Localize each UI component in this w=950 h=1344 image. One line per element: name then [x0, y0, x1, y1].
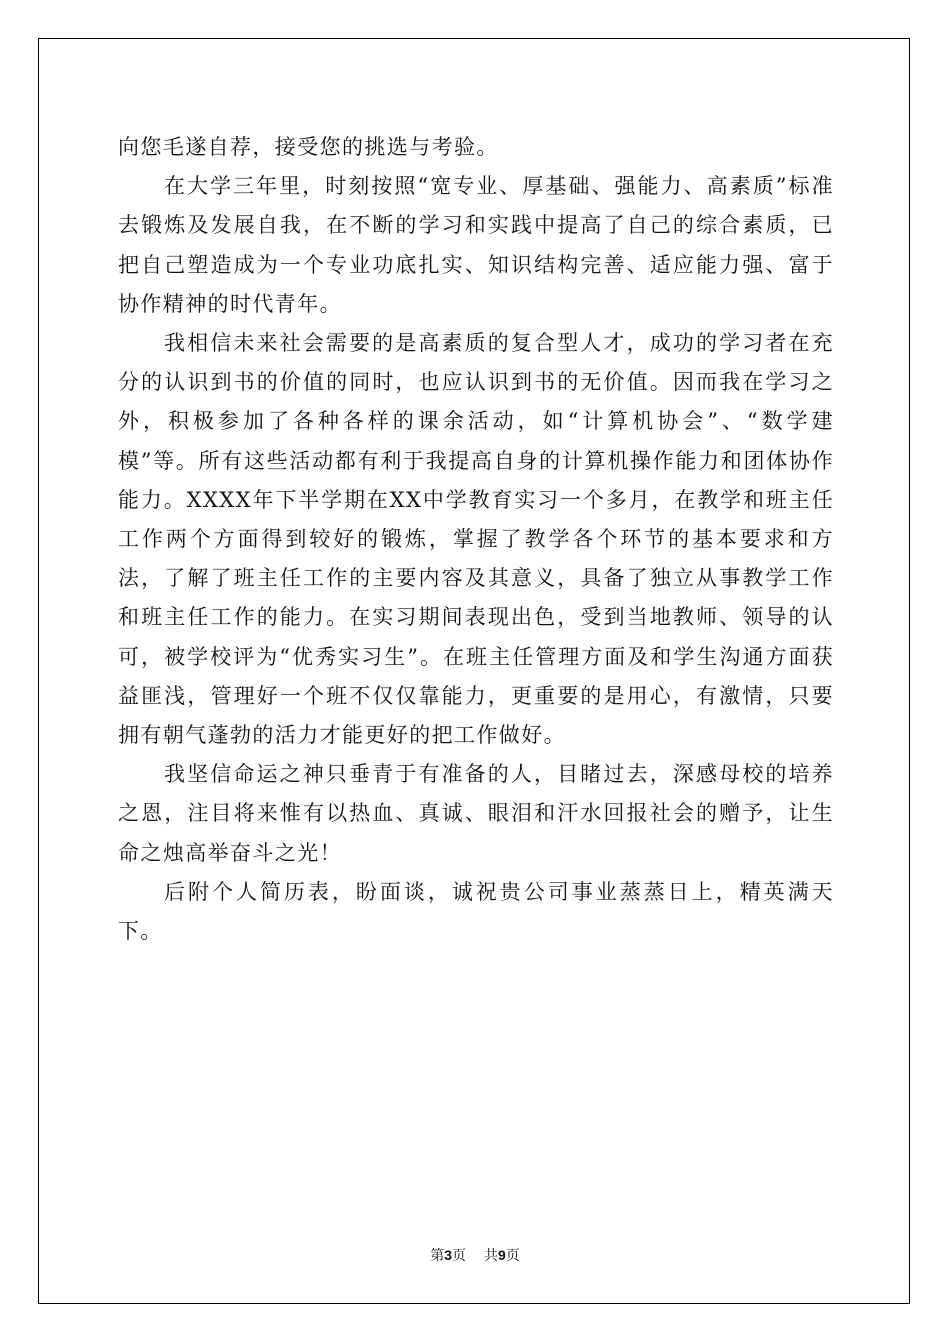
- paragraph-3: 我相信未来社会需要的是高素质的复合型人才，成功的学习者在充分的认识到书的价值的同时，也应认识到书的无价值。因而我在学习之外，积极参加了各种各样的课余活动，如“计算机协会”、“数学建模”等。所有这些活动都有利于我提高自身的计算机操作能力和团体协作能力。XXXX年下半学期在XX中学教育实习一个多月，在教学和班主任工作两个方面得到较好的锻炼，掌握了教学各个环节的基本要求和方法，了解了班主任工作的主要内容及其意义，具备了独立从事教学工作和班主任工作的能力。在实习期间表现出色，受到当地教师、领导的认可，被学校评为“优秀实习生”。在班主任管理方面及和学生沟通方面获益匪浅，管理好一个班不仅仅靠能力，更重要的是用心，有激情，只要拥有朝气蓬勃的活力才能更好的把工作做好。: [118, 331, 834, 748]
- page-prefix: 第: [430, 1248, 445, 1264]
- paragraph-4: 我坚信命运之神只垂青于有准备的人，目睹过去，深感母校的培养之恩，注目将来惟有以热血、真诚、眼泪和汗水回报社会的赠予，让生命之烛高举奋斗之光！: [118, 762, 834, 865]
- total-pages: 9: [498, 1247, 506, 1263]
- total-suffix: 页: [505, 1248, 520, 1264]
- paragraph-1: 向您毛遂自荐，接受您的挑选与考验。: [118, 135, 499, 159]
- document-body: [118, 128, 834, 951]
- paragraph-5: 后附个人简历表，盼面谈，诚祝贵公司事业蒸蒸日上，精英满天下。: [118, 879, 834, 944]
- page-number: 3: [444, 1247, 452, 1263]
- page-footer: [0, 1245, 950, 1265]
- page-suffix: 页: [452, 1248, 466, 1264]
- total-prefix: 共: [484, 1248, 498, 1264]
- paragraph-2: 在大学三年里，时刻按照“宽专业、厚基础、强能力、高素质”标准去锻炼及发展自我，在不断的学习和实践中提高了自己的综合素质，已把自己塑造成为一个专业功底扎实、知识结构完善、适应能力强、富于协作精神的时代青年。: [118, 174, 834, 316]
